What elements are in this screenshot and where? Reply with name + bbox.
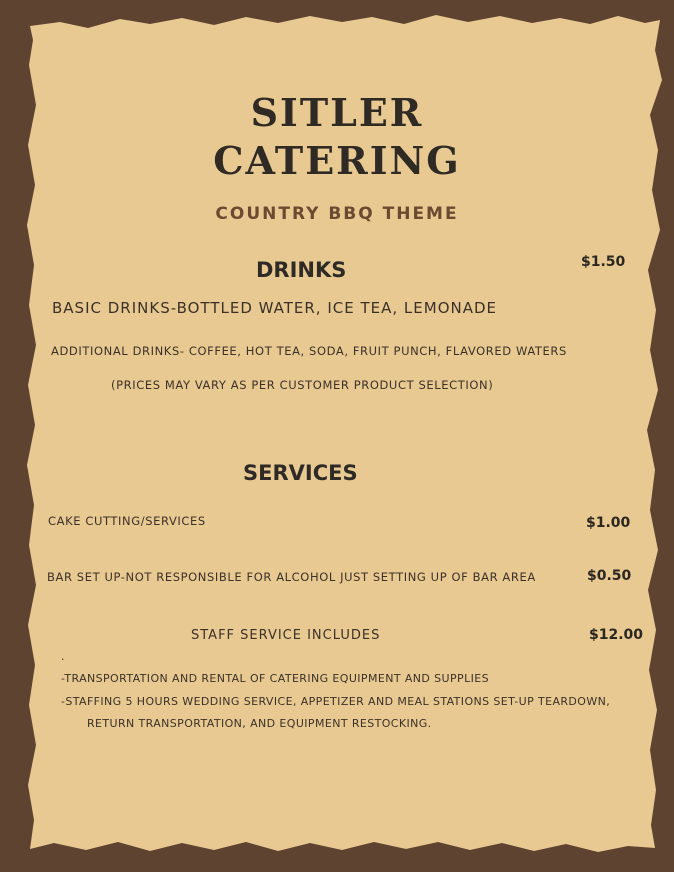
service-price: $1.00 — [586, 515, 631, 531]
title-line-1: SITLER — [250, 90, 424, 135]
detail-line: -STAFFING 5 HOURS WEDDING SERVICE, APPETIZER AND MEAL STATIONS SET-UP TEARDOWN, — [61, 695, 611, 708]
detail-line: RETURN TRANSPORTATION, AND EQUIPMENT RESTOCKING. — [87, 717, 432, 730]
service-label: CAKE CUTTING/SERVICES — [48, 514, 206, 528]
drinks-heading: DRINKS — [256, 258, 347, 282]
additional-drinks: ADDITIONAL DRINKS- COFFEE, HOT TEA, SODA, FRUIT PUNCH, FLAVORED WATERS — [51, 344, 567, 358]
basic-drinks: BASIC DRINKS-BOTTLED WATER, ICE TEA, LEMONADE — [52, 299, 498, 317]
subtitle: COUNTRY BBQ THEME — [215, 204, 459, 224]
detail-line: -TRANSPORTATION AND RENTAL OF CATERING EQUIPMENT AND SUPPLIES — [61, 672, 489, 685]
bullet-dot: . — [61, 650, 65, 663]
prices-note: (PRICES MAY VARY AS PER CUSTOMER PRODUCT SELECTION) — [111, 378, 494, 392]
drinks-price: $1.50 — [581, 254, 626, 270]
service-label: BAR SET UP-NOT RESPONSIBLE FOR ALCOHOL JUST SETTING UP OF BAR AREA — [47, 570, 536, 584]
service-label: STAFF SERVICE INCLUDES — [191, 628, 381, 643]
services-heading: SERVICES — [243, 461, 358, 485]
service-price: $0.50 — [587, 568, 632, 584]
title-line-2: CATERING — [213, 138, 461, 183]
service-price: $12.00 — [589, 627, 644, 643]
